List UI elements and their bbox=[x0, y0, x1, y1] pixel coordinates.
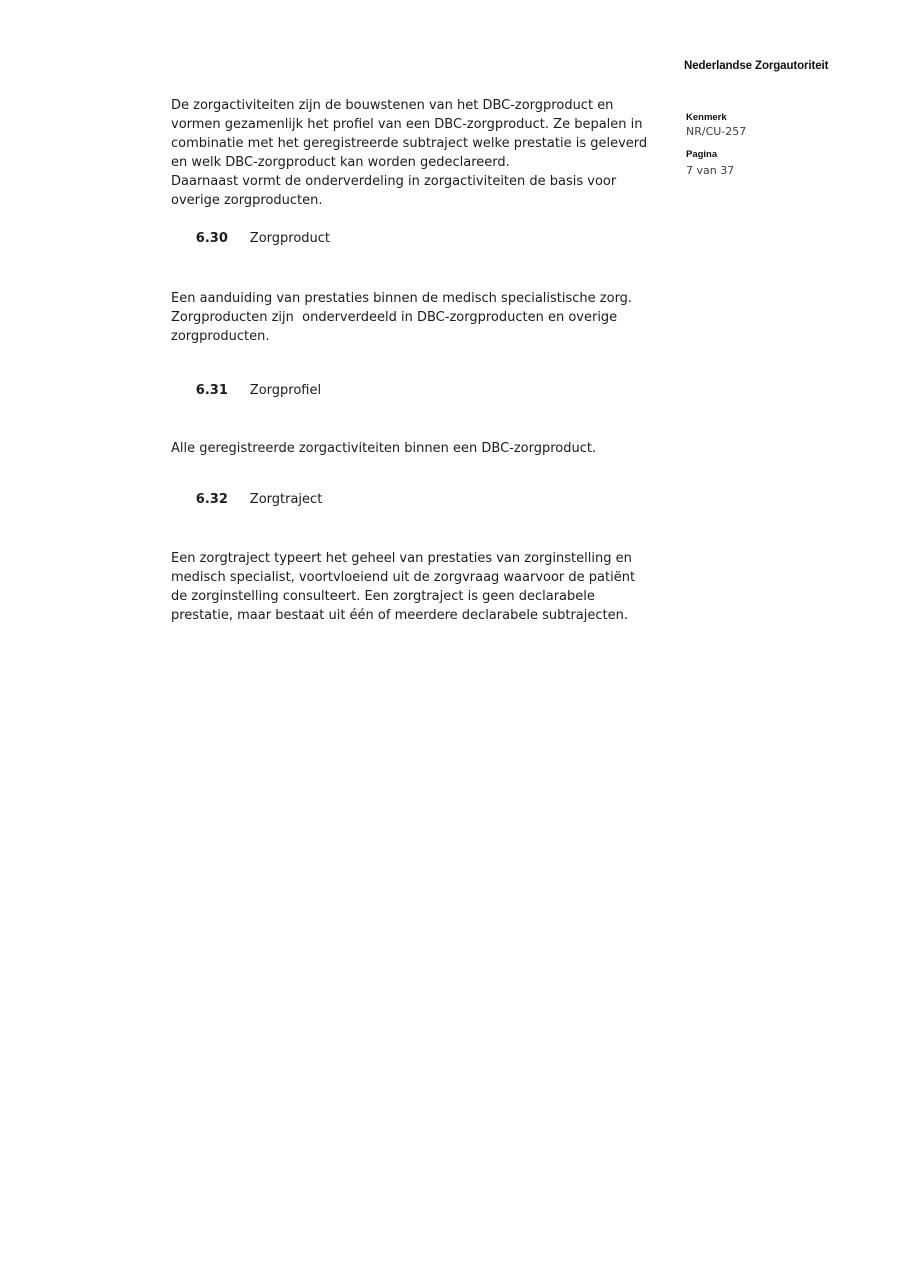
section-paragraph-6-32 bbox=[171, 549, 691, 625]
section-heading-6-31 bbox=[171, 362, 691, 419]
pagina-value: 7 van 37 bbox=[686, 164, 735, 177]
section-heading-6-32 bbox=[171, 471, 691, 528]
section-number: 6.30 bbox=[195, 231, 228, 246]
section-number: 6.31 bbox=[195, 383, 228, 398]
kenmerk-label: Kenmerk bbox=[686, 112, 727, 123]
text-line: Een zorgtraject typeert het geheel van prestaties van zorginstelling en bbox=[171, 551, 632, 566]
text-line: combinatie met het geregistreerde subtraject welke prestatie is geleverd bbox=[171, 136, 648, 151]
section-paragraph-6-30 bbox=[171, 289, 691, 346]
section-title: Zorgproduct bbox=[249, 231, 331, 246]
section-number: 6.32 bbox=[195, 492, 228, 507]
text-line: de zorginstelling consulteert. Een zorgtraject is geen declarabele bbox=[171, 589, 595, 604]
text-line: zorgproducten. bbox=[171, 329, 270, 344]
org-title: Nederlandse Zorgautoriteit bbox=[684, 60, 829, 72]
section-paragraph-6-31 bbox=[171, 439, 691, 458]
text-line: De zorgactiviteiten zijn de bouwstenen van het DBC-zorgproduct en bbox=[171, 98, 614, 113]
text-line: prestatie, maar bestaat uit één of meerdere declarabele subtrajecten. bbox=[171, 608, 628, 623]
pagina-label: Pagina bbox=[686, 149, 718, 160]
text-line: Alle geregistreerde zorgactiviteiten binnen een DBC-zorgproduct. bbox=[171, 441, 597, 456]
text-line: overige zorgproducten. bbox=[171, 193, 323, 208]
text-line: Daarnaast vormt de onderverdeling in zorgactiviteiten de basis voor bbox=[171, 174, 617, 189]
document-body bbox=[171, 96, 691, 625]
intro-paragraph bbox=[171, 96, 691, 210]
text-line: Een aanduiding van prestaties binnen de medisch specialistische zorg. bbox=[171, 291, 633, 306]
section-heading-6-30 bbox=[171, 210, 691, 267]
text-line: Zorgproducten zijn onderverdeeld in DBC-zorgproducten en overige bbox=[171, 310, 618, 325]
kenmerk-value: NR/CU-257 bbox=[686, 125, 747, 138]
section-title: Zorgtraject bbox=[249, 492, 323, 507]
text-line: medisch specialist, voortvloeiend uit de zorgvraag waarvoor de patiënt bbox=[171, 570, 636, 585]
section-title: Zorgprofiel bbox=[249, 383, 322, 398]
text-line: vormen gezamenlijk het profiel van een DBC-zorgproduct. Ze bepalen in bbox=[171, 117, 643, 132]
text-line: en welk DBC-zorgproduct kan worden gedeclareerd. bbox=[171, 155, 510, 170]
